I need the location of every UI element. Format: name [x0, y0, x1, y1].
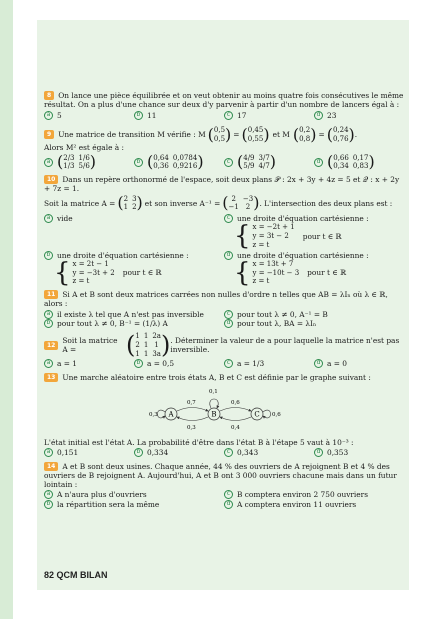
option-letter: c: [224, 111, 233, 120]
option-c: [224, 359, 314, 368]
question-number: 8: [44, 91, 54, 100]
option-letter: b: [134, 158, 143, 167]
matrix-cell: 2: [135, 340, 140, 349]
matrix-a: ( 2 3 1 2 ): [117, 193, 143, 213]
question-number: 12: [44, 341, 58, 350]
option-d: [314, 448, 404, 457]
question-12: [44, 332, 404, 369]
option-c: [224, 154, 314, 172]
option-letter: c: [224, 359, 233, 368]
option-a: [44, 154, 134, 172]
equation-line: x = 13t + 7: [252, 259, 294, 268]
option-value: 0,353: [327, 448, 349, 458]
question-text: Soit la matrice A =: [44, 198, 116, 208]
matrix-cell: 0,66: [333, 153, 349, 162]
matrix-cell: 3: [132, 194, 137, 203]
matrix-cell: 1: [135, 349, 140, 358]
matrix-cell: 0,34: [333, 162, 349, 171]
question-text: et M: [272, 129, 290, 139]
question-11: [44, 290, 404, 328]
question-text: Dans un repère orthonormé de l'espace, soit deux plans 𝒫 : 2x + 3y + 4z = 5 et 𝒬 : x + 2y + 7z = 1.: [44, 175, 400, 194]
equation-line: x = −2t + 1: [252, 223, 295, 232]
question-text: A et B sont deux usines. Chaque année, 44 % des ouvriers de A rejoignent B et 4 % des ouvriers de B rejoignent A. Aujourd'hui, A et B ont 3 000 ouvriers chacune mais dans un futur lointain :: [44, 461, 397, 489]
option-letter: d: [314, 158, 323, 167]
page-footer: [44, 570, 108, 580]
svg-text:0,1: 0,1: [209, 388, 218, 395]
option-d: [314, 111, 404, 120]
svg-text:C: C: [254, 410, 260, 419]
option-value: 5: [57, 110, 62, 120]
option-b: b pour tout λ ≠ 0, B⁻¹ = (1/λ) A: [44, 319, 224, 328]
option-c: c pour tout λ ≠ 0, A⁻¹ = B: [224, 310, 404, 319]
equation-line: y = −3t + 2: [72, 268, 115, 277]
equation-line: y = 3t − 2: [252, 232, 289, 240]
matrix-cell: 3/7: [258, 153, 270, 162]
question-14: [44, 462, 404, 509]
option-matrix: ( 4/9 3/7 5/9 4/7 ): [237, 152, 277, 172]
option-a: [44, 448, 134, 457]
footer-label: QCM BILAN: [56, 570, 108, 580]
matrix-cell: 5/6: [78, 162, 90, 171]
option-a: a A n'aura plus d'ouvriers: [44, 490, 224, 499]
answer-options: [44, 359, 404, 368]
matrix-cell: 0,5: [213, 125, 226, 134]
matrix-cell: −3: [242, 194, 254, 203]
question-text: Si A et B sont deux matrices carrées non nulles d'ordre n telles que AB = λIₙ où λ ∈ ℝ, alors :: [44, 290, 388, 309]
equation-line: z = t: [252, 277, 270, 286]
option-letter: b: [134, 448, 143, 457]
svg-text:0,7: 0,7: [187, 399, 196, 406]
question-10: [44, 175, 404, 286]
option-letter: d: [314, 359, 323, 368]
option-letter: c: [224, 158, 233, 167]
svg-text:0,6: 0,6: [272, 411, 281, 418]
equation-line: x = 2t − 1: [72, 259, 109, 268]
answer-options: [44, 154, 404, 172]
option-letter: a: [44, 111, 53, 120]
svg-text:0,3: 0,3: [187, 424, 196, 431]
option-b: [134, 448, 224, 457]
matrix-cell: 1: [135, 332, 140, 340]
option-a: [44, 359, 134, 368]
option-matrix: ( 2/3 1/6 1/3 5/6 ): [57, 152, 97, 172]
matrix-cell: 2a: [152, 332, 161, 340]
matrix-cell: 1: [143, 349, 149, 358]
matrix-a-inverse: ( 2 −3 −1 2 ): [222, 193, 260, 213]
vector: ( 0,24 0,76 ): [326, 124, 355, 144]
option-value: a = 0: [327, 359, 347, 369]
question-text: . Déterminer la valeur de a pour laquelle la matrice n'est pas inversible.: [170, 335, 400, 355]
option-d: [314, 154, 404, 172]
matrix-cell: 0,2: [299, 125, 311, 134]
svg-text:A: A: [168, 410, 174, 419]
matrix-cell: 0,17: [352, 153, 369, 162]
matrix-cell: 0,9216: [172, 162, 198, 171]
question-text: Soit la matrice A =: [62, 335, 118, 355]
matrix-cell: 1: [154, 340, 159, 349]
option-letter: b: [134, 359, 143, 368]
question-text: On lance une pièce équilibrée et on veut obtenir au moins quatre fois consécutives le même résultat. On a plus d'une chance sur deux d'y parvenir à partir d'un nombre de lancers égal à :: [44, 91, 404, 110]
option-letter: a: [44, 448, 53, 457]
option-d: d pour tout λ, BA = λIₙ: [224, 319, 404, 328]
equation-line: y = −10t − 3: [252, 268, 300, 277]
matrix-cell: 1/3: [63, 162, 75, 171]
option-letter: c: [224, 448, 233, 457]
question-number: 11: [44, 290, 58, 299]
matrix-cell: 2: [245, 203, 251, 212]
equation-system: { x = 13t + 7 y = −10t − 3 z = t pour t ∈ ℝ: [234, 257, 347, 288]
question-text: . L'intersection des deux plans est :: [259, 198, 393, 208]
equation-line: z = t: [252, 240, 270, 249]
question-9: 9 Une matrice de transition M vérifie : M ( 0,5 0,5 ) = ( 0,45 0,55 ) et M ( 0,2 0,8 ) = ( 0,24 0,76 ) . Alors M² est égale à : a ( 2/3 1/6 1/3 5/6 ) b ( 0,64 0,0784 0,36 0,9216 ) c ( 4/9 3/7 5/9 4/7 ) d ( 0,66 0,17 0,34 0,83 ): [44, 126, 404, 171]
matrix-cell: −1: [228, 203, 239, 212]
matrix-cell: 0,83: [352, 162, 369, 171]
equation-system: { x = 2t − 1 y = −3t + 2 z = t pour t ∈ ℝ: [54, 257, 162, 288]
option-d: d une droite d'équation cartésienne : { x = 13t + 7 y = −10t − 3 z = t pour t ∈ ℝ: [224, 251, 404, 287]
option-value: 23: [327, 110, 337, 120]
option-c: c B comptera environ 2 750 ouvriers: [224, 490, 404, 499]
matrix-cell: 2: [231, 194, 236, 203]
option-value: 17: [237, 110, 247, 120]
matrix-cell: 0,55: [247, 134, 264, 143]
question-13: [44, 373, 404, 458]
matrix-cell: 0,0784: [172, 153, 198, 162]
option-b: [134, 111, 224, 120]
vector: ( 0,45 0,55 ): [241, 124, 270, 144]
option-c: c une droite d'équation cartésienne : { x = −2t + 1 y = 3t − 2 z = t pour t ∈ ℝ: [224, 214, 404, 250]
question-number: 13: [44, 373, 58, 382]
matrix-cell: 0,36: [153, 162, 169, 171]
matrix-a: ( 1 1 2a 2 1 1 1 1 3a ): [126, 331, 171, 360]
option-value: 0,151: [57, 448, 79, 458]
matrix-cell: 0,24: [332, 125, 349, 134]
option-c: [224, 448, 314, 457]
svg-text:0,6: 0,6: [231, 399, 240, 406]
matrix-cell: 0,8: [299, 134, 311, 143]
matrix-cell: 1: [123, 203, 129, 212]
answer-options: [44, 111, 404, 120]
option-letter: b: [134, 111, 143, 120]
qcm-content: [44, 91, 404, 513]
option-b: [134, 359, 224, 368]
markov-graph: [139, 384, 289, 434]
matrix-cell: 1: [143, 332, 149, 340]
matrix-cell: 0,76: [332, 134, 349, 143]
matrix-cell: 4/7: [258, 162, 270, 171]
option-letter: a: [44, 158, 53, 167]
answer-options: [44, 448, 404, 457]
matrix-cell: 2: [123, 194, 129, 203]
option-matrix: ( 0,66 0,17 0,34 0,83 ): [327, 152, 375, 172]
matrix-cell: 4/9: [243, 153, 255, 162]
equation-line: z = t: [72, 277, 90, 286]
option-c: [224, 111, 314, 120]
matrix-cell: 1: [143, 340, 149, 349]
option-value: 0,343: [237, 448, 259, 458]
matrix-cell: 2/3: [63, 153, 75, 162]
option-letter: a: [44, 359, 53, 368]
option-d: [314, 359, 404, 368]
option-value: 0,334: [147, 448, 169, 458]
matrix-cell: 0,64: [153, 153, 169, 162]
question-text: Alors M² est égale à :: [44, 143, 125, 153]
matrix-cell: 5/9: [243, 162, 255, 171]
option-value: 11: [147, 110, 157, 120]
vector: ( 0,5 0,5 ): [207, 124, 232, 144]
svg-text:B: B: [211, 410, 217, 419]
matrix-cell: 0,45: [247, 125, 264, 134]
matrix-cell: 3a: [152, 349, 161, 358]
question-number: 9: [44, 130, 54, 139]
option-d: d A comptera environ 11 ouvriers: [224, 500, 404, 509]
svg-text:0,4: 0,4: [231, 424, 240, 431]
question-number: 14: [44, 462, 58, 471]
option-a: a il existe λ tel que A n'est pas inversible: [44, 310, 224, 319]
question-text: Une marche aléatoire entre trois états A, B et C est définie par le graphe suivant :: [62, 372, 371, 382]
option-matrix: ( 0,64 0,0784 0,36 0,9216 ): [147, 152, 204, 172]
question-text: Une matrice de transition M vérifie : M: [58, 129, 206, 139]
matrix-cell: 2: [132, 203, 137, 212]
question-text: L'état initial est l'état A. La probabilité d'être dans l'état B à l'étape 5 vaut à 10⁻³ :: [44, 438, 354, 447]
option-letter: d: [314, 448, 323, 457]
option-b: [134, 154, 224, 172]
option-value: a = 1/3: [237, 359, 265, 369]
option-a: [44, 111, 134, 120]
option-b: b la répartition sera la même: [44, 500, 224, 509]
option-a: a vide: [44, 214, 224, 250]
page-number: 82: [44, 570, 55, 580]
question-8: [44, 91, 404, 120]
svg-text:0,3: 0,3: [149, 411, 158, 418]
left-margin-band: [0, 0, 13, 619]
option-b: b une droite d'équation cartésienne : { x = 2t − 1 y = −3t + 2 z = t pour t ∈ ℝ: [44, 251, 224, 287]
vector: ( 0,2 0,8 ): [292, 124, 317, 144]
question-text: et son inverse A⁻¹ =: [144, 198, 221, 208]
matrix-cell: 1/6: [78, 153, 90, 162]
matrix-cell: 0,5: [213, 134, 226, 143]
option-value: a = 1: [57, 359, 77, 369]
equation-system: { x = −2t + 1 y = 3t − 2 z = t pour t ∈ ℝ: [234, 221, 342, 252]
option-letter: d: [314, 111, 323, 120]
question-number: 10: [44, 175, 58, 184]
option-value: a = 0,5: [147, 359, 175, 369]
